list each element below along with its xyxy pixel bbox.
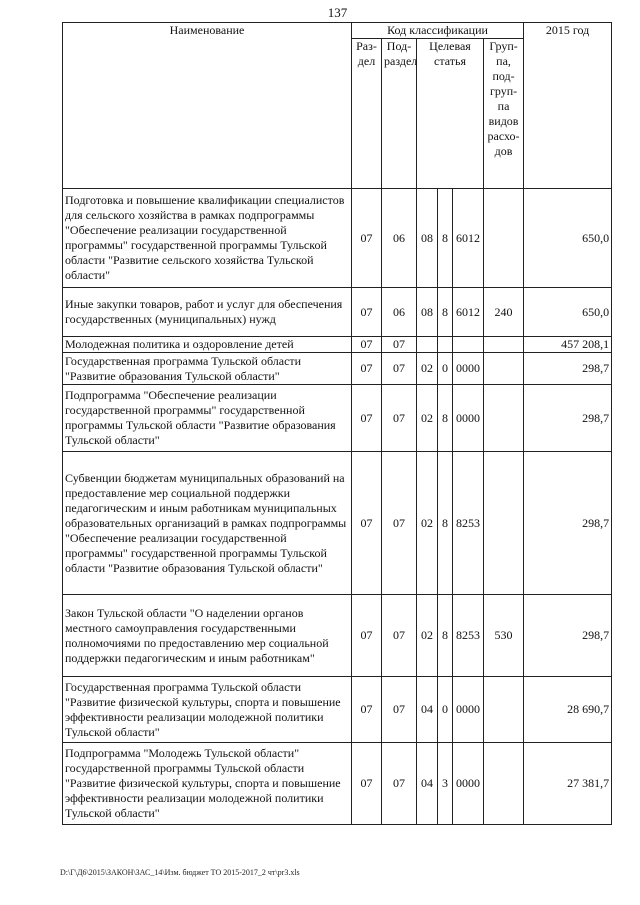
- row-podrazdel: 06: [382, 189, 417, 288]
- row-sum: 298,7: [524, 353, 612, 385]
- row-razdel: 07: [352, 288, 382, 337]
- table-row: [63, 353, 612, 385]
- header-podrazdel: Под-раздел: [382, 39, 417, 189]
- table-row: [63, 452, 612, 595]
- row-name: Молодежная политика и оздоровление детей: [63, 337, 352, 353]
- row-razdel: 07: [352, 452, 382, 595]
- row-razdel: 07: [352, 743, 382, 825]
- row-podrazdel: 06: [382, 288, 417, 337]
- row-group: [484, 353, 524, 385]
- table-row: [63, 385, 612, 452]
- row-target-code: 0000: [453, 743, 484, 825]
- row-target-program: 08: [417, 288, 438, 337]
- row-target-code: 6012: [453, 189, 484, 288]
- row-sum: 298,7: [524, 385, 612, 452]
- row-target-program: 02: [417, 353, 438, 385]
- row-target-program: 02: [417, 452, 438, 595]
- row-razdel: 07: [352, 189, 382, 288]
- row-name: Закон Тульской области "О наделении органов местного самоуправления государственными полномочиями по предоставлению мер социальной поддержки педагогическим и иным работникам": [63, 595, 352, 677]
- header-code-group: Код классификации: [352, 23, 524, 39]
- row-target-subprogram: 8: [438, 595, 453, 677]
- row-podrazdel: 07: [382, 743, 417, 825]
- file-path-footer: D:\Г\Д6\2015\ЗАКОН\ЗАС_14\Изм. бюджет ТО 2015-2017_2 чт\pr3.xls: [60, 868, 300, 877]
- row-group: [484, 677, 524, 743]
- table-row: [63, 288, 612, 337]
- row-group: [484, 385, 524, 452]
- row-target-program: 08: [417, 189, 438, 288]
- header-target: Целевая статья: [417, 39, 484, 189]
- row-sum: 298,7: [524, 595, 612, 677]
- row-podrazdel: 07: [382, 353, 417, 385]
- row-target-program: 04: [417, 743, 438, 825]
- row-sum: 27 381,7: [524, 743, 612, 825]
- table-row: [63, 595, 612, 677]
- row-target-code: 0000: [453, 353, 484, 385]
- row-podrazdel: 07: [382, 385, 417, 452]
- row-target-code: [453, 337, 484, 353]
- row-target-subprogram: 3: [438, 743, 453, 825]
- row-target-subprogram: 8: [438, 288, 453, 337]
- row-razdel: 07: [352, 385, 382, 452]
- row-target-program: 02: [417, 595, 438, 677]
- table-row: [63, 189, 612, 288]
- row-target-code: 6012: [453, 288, 484, 337]
- header-group: Груп-па, под-груп-па видов расхо-дов: [484, 39, 524, 189]
- row-razdel: 07: [352, 353, 382, 385]
- row-group: 530: [484, 595, 524, 677]
- row-podrazdel: 07: [382, 337, 417, 353]
- table-row: [63, 743, 612, 825]
- row-target-subprogram: 0: [438, 677, 453, 743]
- table-row: [63, 337, 612, 353]
- row-group: [484, 337, 524, 353]
- row-target-program: 04: [417, 677, 438, 743]
- row-name: Государственная программа Тульской области "Развитие физической культуры, спорта и повышение эффективности реализации молодежной политики Тульской области": [63, 677, 352, 743]
- row-group: [484, 452, 524, 595]
- budget-table: [62, 22, 612, 825]
- row-razdel: 07: [352, 595, 382, 677]
- row-target-subprogram: 8: [438, 385, 453, 452]
- row-razdel: 07: [352, 337, 382, 353]
- row-name: Подпрограмма "Обеспечение реализации государственной программы" государственной программы Тульской области "Развитие образования Тульской области": [63, 385, 352, 452]
- row-podrazdel: 07: [382, 595, 417, 677]
- row-target-subprogram: [438, 337, 453, 353]
- row-podrazdel: 07: [382, 452, 417, 595]
- row-target-program: 02: [417, 385, 438, 452]
- row-sum: 457 208,1: [524, 337, 612, 353]
- row-target-subprogram: 8: [438, 189, 453, 288]
- row-name: Подготовка и повышение квалификации специалистов для сельского хозяйства в рамках подпрограммы "Обеспечение реализации государственной программы" государственной программы Тульской области "Развитие сельского хозяйства Тульской области": [63, 189, 352, 288]
- row-sum: 650,0: [524, 288, 612, 337]
- row-target-code: 0000: [453, 385, 484, 452]
- header-row-1: [63, 23, 612, 39]
- row-sum: 650,0: [524, 189, 612, 288]
- row-podrazdel: 07: [382, 677, 417, 743]
- row-target-code: 0000: [453, 677, 484, 743]
- row-group: [484, 189, 524, 288]
- header-name: Наименование: [63, 23, 352, 189]
- row-razdel: 07: [352, 677, 382, 743]
- row-sum: 28 690,7: [524, 677, 612, 743]
- row-group: 240: [484, 288, 524, 337]
- row-target-program: [417, 337, 438, 353]
- header-razdel: Раз-дел: [352, 39, 382, 189]
- table-row: [63, 677, 612, 743]
- page-number: 137: [327, 5, 348, 20]
- header-year: 2015 год: [524, 23, 612, 189]
- row-target-code: 8253: [453, 452, 484, 595]
- row-name: Иные закупки товаров, работ и услуг для обеспечения государственных (муниципальных) нужд: [63, 288, 352, 337]
- row-group: [484, 743, 524, 825]
- row-target-subprogram: 8: [438, 452, 453, 595]
- row-name: Субвенции бюджетам муниципальных образований на предоставление мер социальной поддержки педагогическим и иным работникам муниципальных образовательных организаций в рамках подпрограммы "Обеспечение реализации государственной программы" государственной программы Тульской области "Развитие образования Тульской области": [63, 452, 352, 595]
- row-name: Государственная программа Тульской области "Развитие образования Тульской области": [63, 353, 352, 385]
- row-target-subprogram: 0: [438, 353, 453, 385]
- row-sum: 298,7: [524, 452, 612, 595]
- row-target-code: 8253: [453, 595, 484, 677]
- row-name: Подпрограмма "Молодежь Тульской области" государственной программы Тульской области "Развитие физической культуры, спорта и повышение эффективности реализации молодежной политики Тульской области": [63, 743, 352, 825]
